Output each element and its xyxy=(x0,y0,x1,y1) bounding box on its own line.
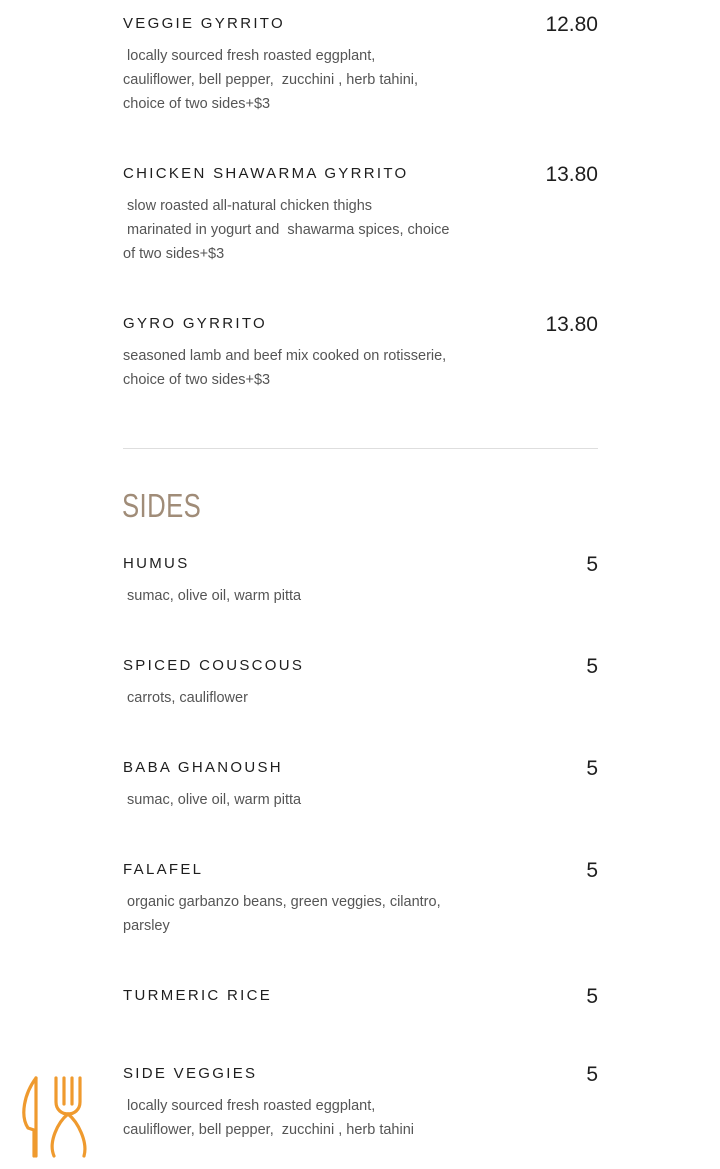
item-description: locally sourced fresh roasted eggplant, cauliflower, bell pepper, zucchini , herb tahini xyxy=(123,1098,414,1138)
item-price: 12.80 xyxy=(545,13,598,36)
item-name: TURMERIC RICE xyxy=(123,987,273,1004)
section-divider xyxy=(123,448,598,449)
item-name: SPICED COUSCOUS xyxy=(123,657,305,674)
item-name: GYRO GYRRITO xyxy=(123,315,268,332)
item-price: 5 xyxy=(586,985,598,1008)
item-description: seasoned lamb and beef mix cooked on rotisserie, choice of two sides+$3 xyxy=(123,348,447,388)
item-description: slow roasted all-natural chicken thighs marinated in yogurt and shawarma spices, choice of two sides+$3 xyxy=(123,198,450,262)
item-name: BABA GHANOUSH xyxy=(123,759,283,776)
fork-and-knife-icon[interactable] xyxy=(14,1072,92,1162)
item-price: 5 xyxy=(586,859,598,882)
item-name: HUMUS xyxy=(123,555,190,572)
item-price: 5 xyxy=(586,655,598,678)
item-name: CHICKEN SHAWARMA GYRRITO xyxy=(123,165,409,182)
section-title-sides: SIDES xyxy=(122,487,202,524)
item-description: locally sourced fresh roasted eggplant, cauliflower, bell pepper, zucchini , herb tahini, choice of two sides+$3 xyxy=(123,48,419,112)
item-name: SIDE VEGGIES xyxy=(123,1065,258,1082)
item-name: VEGGIE GYRRITO xyxy=(123,15,285,32)
item-price: 5 xyxy=(586,553,598,576)
item-description: carrots, cauliflower xyxy=(123,690,248,706)
item-description: sumac, olive oil, warm pitta xyxy=(123,588,302,604)
item-name: FALAFEL xyxy=(123,861,204,878)
item-description: sumac, olive oil, warm pitta xyxy=(123,792,302,808)
item-price: 5 xyxy=(586,1063,598,1086)
item-price: 5 xyxy=(586,757,598,780)
item-price: 13.80 xyxy=(545,313,598,336)
item-description: organic garbanzo beans, green veggies, cilantro, parsley xyxy=(123,894,441,934)
item-price: 13.80 xyxy=(545,163,598,186)
